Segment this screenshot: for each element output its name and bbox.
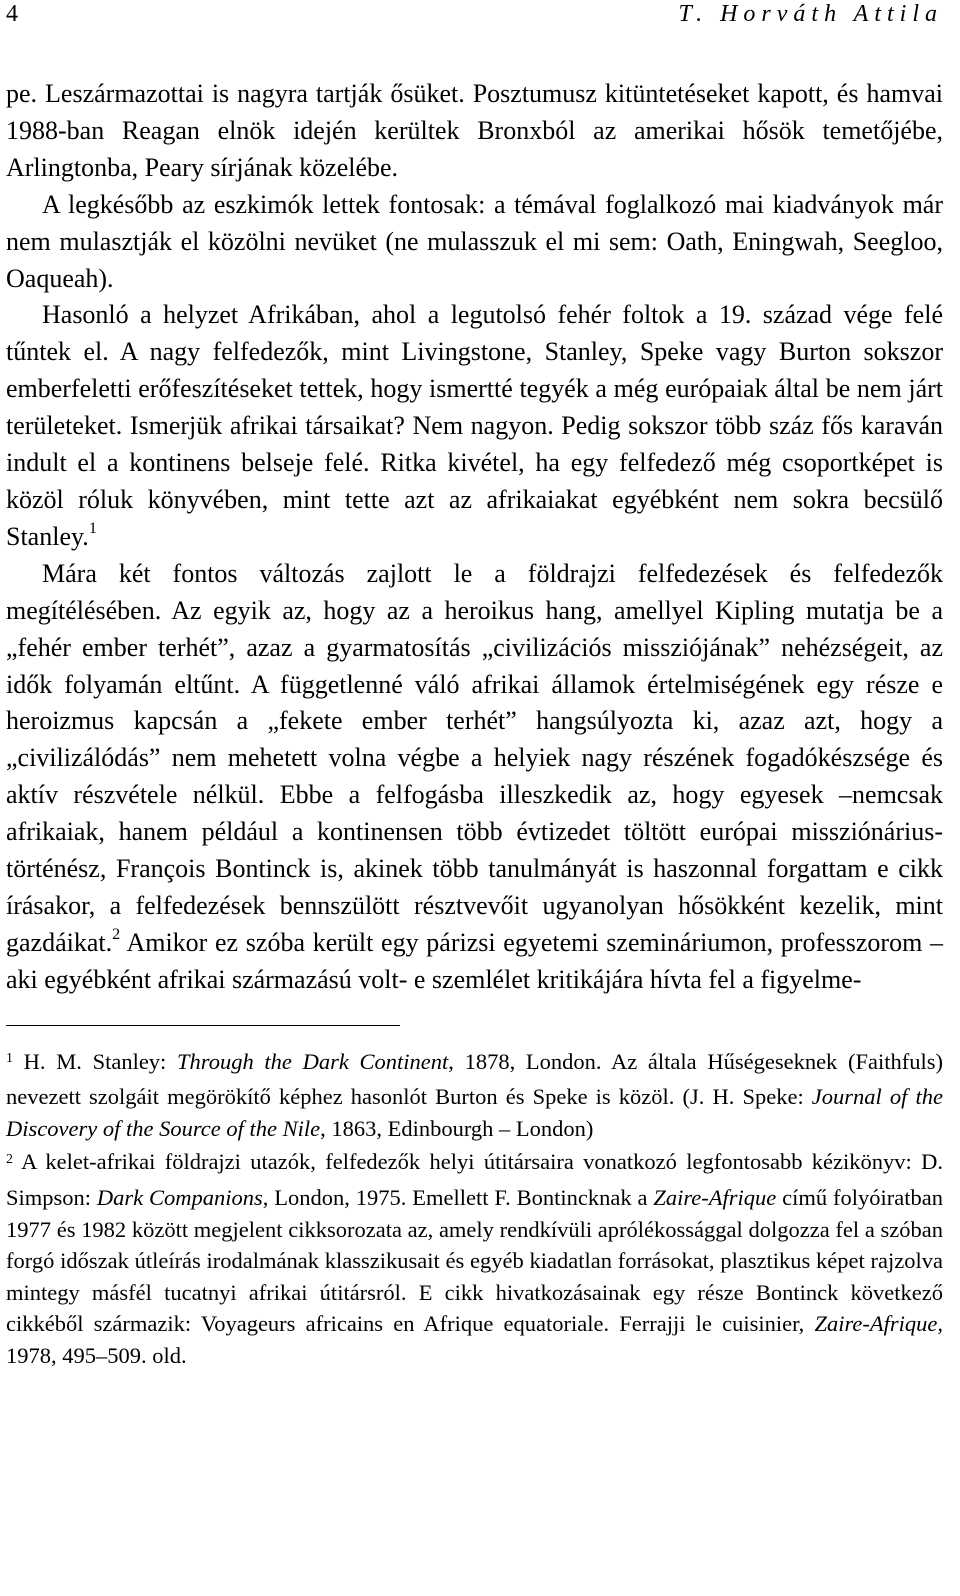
paragraph-4-text-b: Amikor ez szóba került egy párizsi egyetemi szemináriumon, professzorom –aki egyébként afrikai származású volt- e szemlélet kritikájára hívta fel a figyelme-	[6, 927, 943, 994]
footnote-2-text-1: A kelet-afrikai földrajzi utazók, felfedezők helyi útitársaira vonatkozó legfontosabb kézikönyv: D. Simpson:	[6, 1149, 943, 1211]
footnote-ref-2[interactable]: 2	[112, 925, 121, 943]
footnote-separator	[6, 1025, 400, 1026]
paragraph-4	[6, 556, 943, 999]
paragraph-2: A legkésőbb az eszkimók lettek fontosak: a témával foglalkozó mai kiadványok már nem mulasztják el közölni nevüket (ne mulasszuk el mi sem: Oath, Eningwah, Seegloo, Oaqueah).	[6, 189, 943, 293]
footnote-1-text-1: H. M. Stanley:	[12, 1048, 178, 1074]
footnote-1-text-3: , 1863, Edinbourgh – London)	[320, 1115, 594, 1141]
footnotes	[6, 1046, 943, 1372]
footnote-2-title-3: Zaire-Afrique,	[814, 1311, 943, 1337]
footnote-2	[6, 1146, 943, 1371]
footnote-2-text-2: , London, 1975. Emellett F. Bontincknak a	[262, 1185, 654, 1211]
paragraph-1: pe. Leszármazottai is nagyra tartják ősüket. Posztumusz kitüntetéseket kapott, és hamvai 1988-ban Reagan elnök idején kerültek Bronxból az amerikai hősök temetőjébe, Arlingtonba, Peary sírjának közelébe.	[6, 79, 943, 182]
footnote-1-title-1: Through the Dark Continent	[177, 1048, 449, 1074]
footnote-1-text-2: , 1878, London. Az általa Hűségeseknek (Faithfuls) nevezett szolgáit megörökítő képhez hasonlót Burton és Speke is közöl. (J. H. Speke:	[6, 1048, 943, 1110]
footnote-2-mark: 2	[6, 1152, 13, 1168]
footnote-1	[6, 1046, 943, 1145]
footnote-1-mark: 1	[6, 1051, 13, 1067]
footnote-2-text-3: című folyóiratban 1977 és 1982 között megjelent cikksorozata az, amely rendkívüli aprólékossággal dolgozza fel a szóban forgó időszak útleírás irodalmának klasszikusait és egyéb kiadatlan forrásokat, plasztikus képet rajzolva mintegy másfél tucatnyi afrikai útitársról. E cikk hivatkozásainak egy része Bontinck következő cikkéből származik: Voyageurs africains en Afrique equatoriale. Ferrajji le cuisinier,	[6, 1185, 943, 1337]
paragraph-3-text: Hasonló a helyzet Afrikában, ahol a legutolsó fehér foltok a 19. század vége felé tűntek el. A nagy felfedezők, mint Livingstone, Stanley, Speke vagy Burton sokszor emberfeletti erőfeszítéseket tettek, hogy ismertté tegyék a még európaiak által be nem járt területeket. Ismerjük afrikai társaikat? Nem nagyon. Pedig sokszor több száz fős karaván indult el a kontinens belseje felé. Ritka kivétel, ha egy felfedező még csoportképet is közöl róluk könyvében, mint tette azt az afrikaiakat egyébként nem sokra becsülő Stanley.	[6, 300, 943, 551]
footnote-2-title-1: Dark Companions	[96, 1185, 263, 1211]
page-number: 4	[6, 1, 18, 27]
footnote-1-title-2: Journal of the Discovery of the Source of the Nile	[6, 1084, 943, 1141]
paragraph-4-text-a: Mára két fontos változás zajlott le a földrajzi felfedezések és felfedezők megítélésében. Az egyik az, hogy az a heroikus hang, amellyel Kipling mutatja be a „fehér ember terhét”, azaz a gyarmatosítás „civilizációs missziójának” nehézségeit, az idők folyamán eltűnt. A függetlenné váló afrikai államok értelmiségének egy része e heroizmus kapcsán a „fekete ember terhét” hangsúlyozta ki, azaz azt, hogy a „civilizálódás” nem mehetett volna végbe a helyiek nagy részének fogadókészsége és aktív részvétele nélkül. Ebbe a felfogásba illeszkedik az, hogy egyesek –nemcsak afrikaiak, hanem például a kontinensen több évtizedet töltött európai missziónárius-történész, François Bontinck is, akinek több tanulmányát is haszonnal forgattam e cikk írásakor, a felfedezések bennszülött résztvevőit ugyanolyan hősökként kezelik, mint gazdáikat.	[6, 558, 943, 957]
footnote-2-title-2: Zaire-Afrique	[653, 1185, 777, 1211]
running-head-author: T. Horváth Attila	[678, 1, 943, 27]
paragraph-3	[6, 297, 943, 555]
main-text	[6, 76, 943, 999]
page-header	[6, 0, 943, 30]
footnote-2-text-4: 1978, 495–509. old.	[6, 1343, 187, 1368]
footnote-ref-1[interactable]: 1	[88, 519, 97, 537]
